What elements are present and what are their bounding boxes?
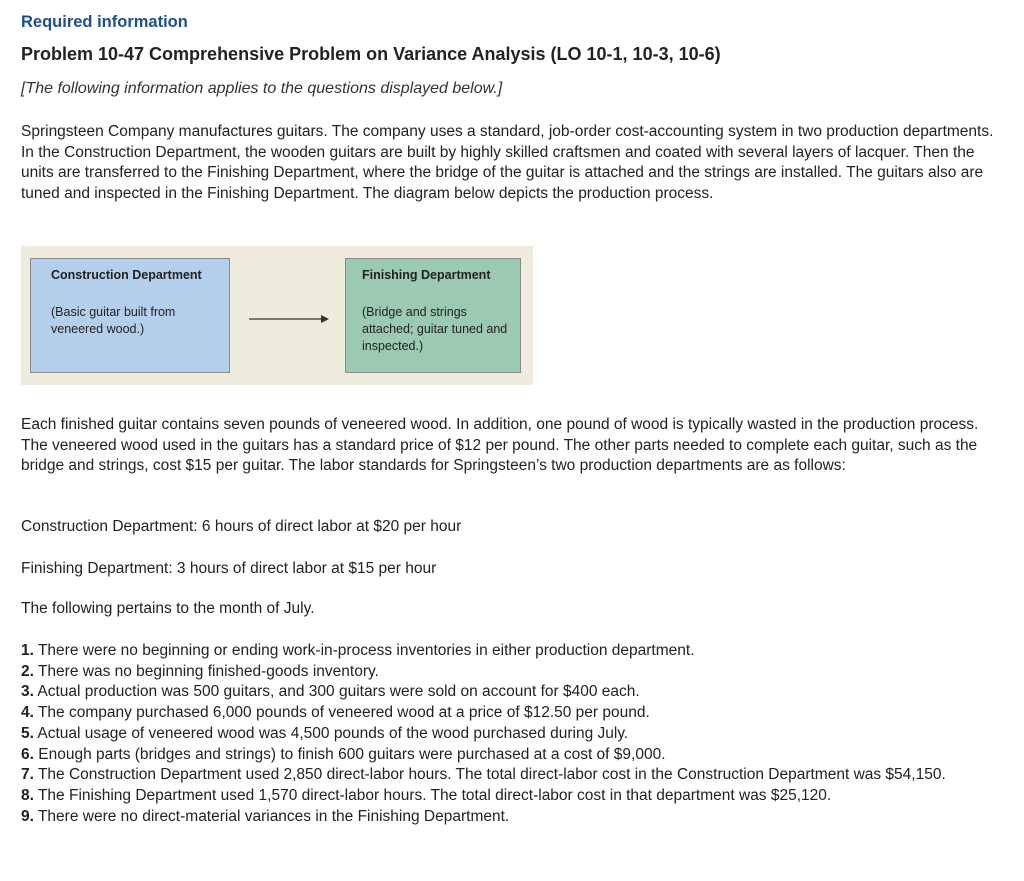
construction-box-title: Construction Department: [51, 268, 202, 282]
item-text: The Construction Department used 2,850 direct-labor hours. The total direct-labor cost in the Construction Department was $54,150.: [37, 766, 946, 784]
finishing-box-title: Finishing Department: [362, 268, 491, 282]
flow-arrow-icon: [249, 313, 329, 325]
item-number: 2.: [21, 662, 34, 680]
list-item: [21, 682, 1006, 703]
item-number: 3.: [21, 683, 34, 701]
july-intro: The following pertains to the month of July.: [21, 600, 315, 617]
item-text: Actual production was 500 guitars, and 300 guitars were sold on account for $400 each.: [37, 683, 640, 701]
item-text: Actual usage of veneered wood was 4,500 pounds of the wood purchased during July.: [37, 724, 629, 742]
item-number: 5.: [21, 724, 34, 742]
problem-title: Problem 10-47 Comprehensive Problem on Variance Analysis (LO 10-1, 10-3, 10-6): [21, 44, 721, 64]
list-item: [21, 662, 1006, 683]
item-text: The company purchased 6,000 pounds of veneered wood at a price of $12.50 per pound.: [37, 704, 650, 722]
list-item: [21, 724, 1006, 745]
item-text: The Finishing Department used 1,570 direct-labor hours. The total direct-labor cost in that department was $25,120.: [37, 786, 832, 804]
item-number: 4.: [21, 704, 34, 722]
list-item: [21, 703, 1006, 724]
applies-note: [The following information applies to the questions displayed below.]: [21, 80, 503, 97]
required-information-heading: Required information: [21, 13, 188, 31]
list-item: [21, 745, 1006, 766]
item-number: 7.: [21, 766, 34, 784]
finishing-box-description: (Bridge and strings attached; guitar tuned and inspected.): [362, 305, 508, 353]
list-item: [21, 786, 1006, 807]
item-number: 1.: [21, 642, 34, 659]
item-text: There was no beginning finished-goods inventory.: [37, 662, 379, 680]
item-text: There were no beginning or ending work-in-process inventories in either production department.: [37, 642, 695, 659]
item-number: 6.: [21, 745, 34, 763]
item-number: 8.: [21, 786, 34, 804]
list-item: [21, 807, 1006, 828]
list-item: [21, 765, 1006, 786]
item-number: 9.: [21, 807, 34, 825]
finishing-department-box: [345, 258, 521, 373]
july-facts-list: [21, 641, 1006, 827]
intro-paragraph: Springsteen Company manufactures guitars. The company uses a standard, job-order cost-accounting system in two production departments. In the Construction Department, the wooden guitars are built by highly skilled craftsmen and coated with several layers of lacquer. Then the units are transferred to the Finishing Department, where the bridge of the guitar is attached and the strings are installed. The guitars also are tuned and inspected in the Finishing Department. The diagram below depicts the production process.: [21, 123, 994, 203]
item-text: Enough parts (bridges and strings) to finish 600 guitars were purchased at a cost of $9,000.: [38, 745, 666, 763]
finishing-labor-standard: Finishing Department: 3 hours of direct labor at $15 per hour: [21, 560, 437, 577]
standards-paragraph: Each finished guitar contains seven pounds of veneered wood. In addition, one pound of wood is typically wasted in the production process. The veneered wood used in the guitars has a standard price of $12 per pound. The other parts needed to complete each guitar, such as the bridge and strings, cost $15 per guitar. The labor standards for Springsteen’s two production departments are as follows:: [21, 416, 979, 475]
list-item: [21, 641, 1006, 662]
construction-department-box: [30, 258, 230, 373]
construction-labor-standard: Construction Department: 6 hours of direct labor at $20 per hour: [21, 518, 462, 535]
construction-box-description: (Basic guitar built from veneered wood.): [51, 305, 176, 336]
item-text: There were no direct-material variances in the Finishing Department.: [37, 807, 510, 825]
production-process-diagram: [21, 246, 533, 385]
